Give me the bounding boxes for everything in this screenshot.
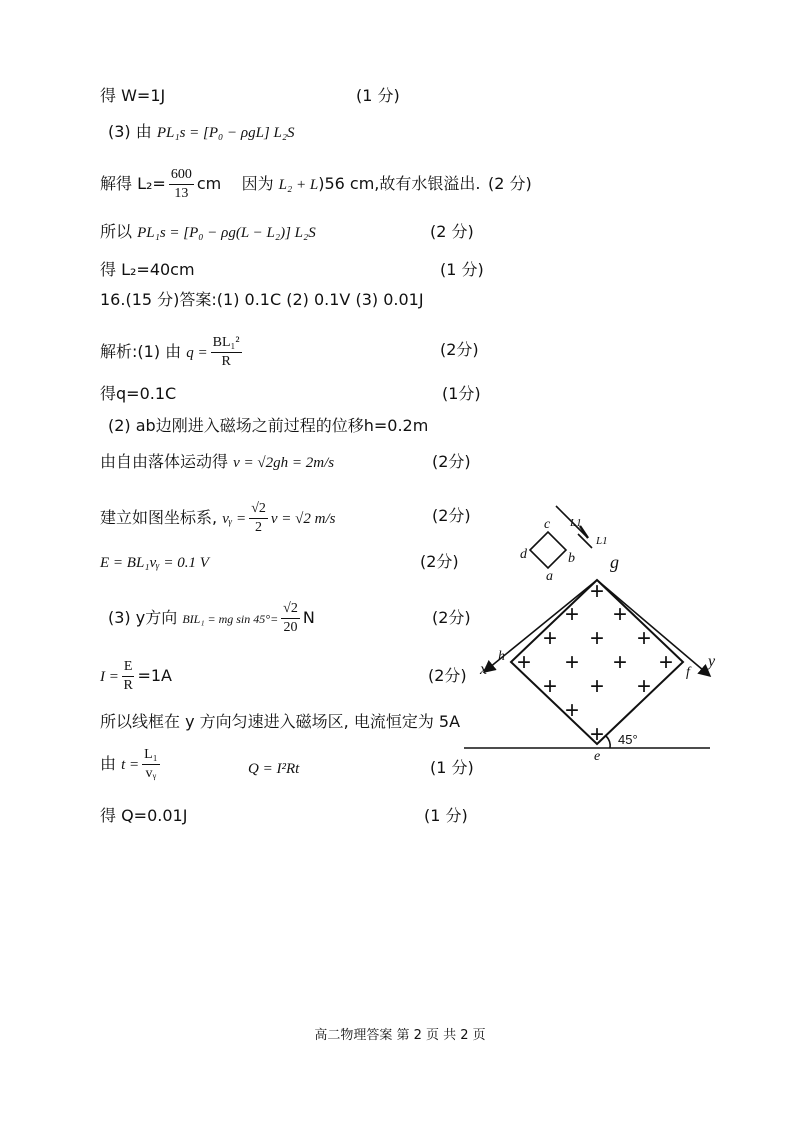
field-plus-marker: + bbox=[589, 673, 605, 700]
line-coordinate: 建立如图坐标系, vᵧ = $\frac{√2}{2}$ v = √2 m/s bbox=[100, 501, 336, 535]
score-l16: (1 分) bbox=[430, 758, 474, 777]
score-l11: (2分) bbox=[432, 506, 471, 525]
label-h: h bbox=[498, 649, 505, 664]
field-markers bbox=[517, 578, 673, 748]
label-y: y bbox=[708, 653, 716, 670]
line-eq-3: (3) 由 PL₁s = [P₀ − ρgL] L₂S bbox=[108, 122, 295, 141]
line-current: I = $\frac{E}{R}$ =1A bbox=[100, 659, 172, 693]
angle-arc bbox=[606, 736, 610, 748]
line-so: 所以 PL₁s = [P₀ − ρg(L − L₂)] L₂S bbox=[100, 222, 316, 241]
page-footer: 高二物理答案 第 2 页 共 2 页 bbox=[314, 1028, 486, 1043]
field-plus-marker: + bbox=[542, 673, 558, 700]
field-plus-marker: + bbox=[636, 625, 652, 652]
line-uniform: 所以线框在 y 方向匀速进入磁场区, 电流恒定为 5A bbox=[100, 712, 461, 731]
score-l13: (2分) bbox=[432, 608, 471, 627]
field-plus-marker: + bbox=[636, 673, 652, 700]
field-plus-marker: + bbox=[516, 649, 532, 676]
field-plus-marker: + bbox=[564, 697, 580, 724]
line-solve-l2: 解得 L₂= $\frac{600}{13}$ cm 因为 L₂ + L)56 cm,故有水银溢出. bbox=[100, 167, 481, 201]
score-l7: (2分) bbox=[440, 340, 479, 359]
line-free-fall: 由自由落体运动得 v = √2gh = 2m/s bbox=[100, 452, 335, 471]
label-angle: 45° bbox=[618, 732, 638, 747]
label-g: g bbox=[610, 552, 619, 572]
field-plus-marker: + bbox=[658, 649, 674, 676]
label-c: c bbox=[544, 517, 551, 532]
line-q-result: 得q=0.1C bbox=[100, 384, 177, 403]
score-l5: (1 分) bbox=[440, 260, 484, 279]
label-l1-b: L1 bbox=[596, 535, 608, 547]
field-plus-marker: + bbox=[589, 721, 605, 748]
line-l2-result: 得 L₂=40cm bbox=[100, 260, 195, 279]
label-l1-a: L1 bbox=[570, 517, 582, 529]
field-plus-marker: + bbox=[612, 649, 628, 676]
field-plus-marker: + bbox=[589, 625, 605, 652]
line-force-balance: (3) y方向 BIL₁ = mg sin 45°= $\frac{√2}{20}$ N bbox=[108, 601, 315, 635]
label-d: d bbox=[520, 547, 527, 562]
score-l1: (1 分) bbox=[356, 86, 400, 105]
field-plus-marker: + bbox=[612, 601, 628, 628]
line-w: 得 W=1J bbox=[100, 86, 166, 105]
score-l12: (2分) bbox=[420, 552, 459, 571]
score-l17: (1 分) bbox=[424, 806, 468, 825]
field-plus-marker: + bbox=[564, 649, 580, 676]
magnetic-field-diagram bbox=[460, 496, 720, 766]
line-analysis-1: 解析:(1) 由 q = $\frac{\text{BL₁²}}{R}$ bbox=[100, 335, 240, 369]
score-l10: (2分) bbox=[432, 452, 471, 471]
field-plus-marker: + bbox=[564, 601, 580, 628]
label-b: b bbox=[568, 551, 575, 566]
score-l4: (2 分) bbox=[430, 222, 474, 241]
coil-abcd bbox=[530, 532, 566, 568]
line-time: 由 t = $\frac{\text{L₁}}{\text{vᵧ}}$ bbox=[100, 747, 158, 781]
field-plus-marker: + bbox=[542, 625, 558, 652]
line-emf: E = BL₁vᵧ = 0.1 V bbox=[100, 555, 209, 571]
line-heat-formula: Q = I²Rt bbox=[248, 761, 300, 777]
score-l3: (2 分) bbox=[488, 174, 532, 193]
score-l14: (2分) bbox=[428, 666, 467, 685]
label-a: a bbox=[546, 569, 553, 584]
field-plus-marker: + bbox=[589, 578, 605, 605]
score-l8: (1分) bbox=[442, 384, 481, 403]
label-e: e bbox=[594, 749, 601, 764]
label-f: f bbox=[686, 665, 690, 680]
line-part-2: (2) ab边刚进入磁场之前过程的位移h=0.2m bbox=[108, 416, 429, 435]
line-q16-answer: 16.(15 分)答案:(1) 0.1C (2) 0.1V (3) 0.01J bbox=[100, 290, 424, 309]
label-x: x bbox=[480, 661, 488, 678]
line-heat-result: 得 Q=0.01J bbox=[100, 806, 188, 825]
